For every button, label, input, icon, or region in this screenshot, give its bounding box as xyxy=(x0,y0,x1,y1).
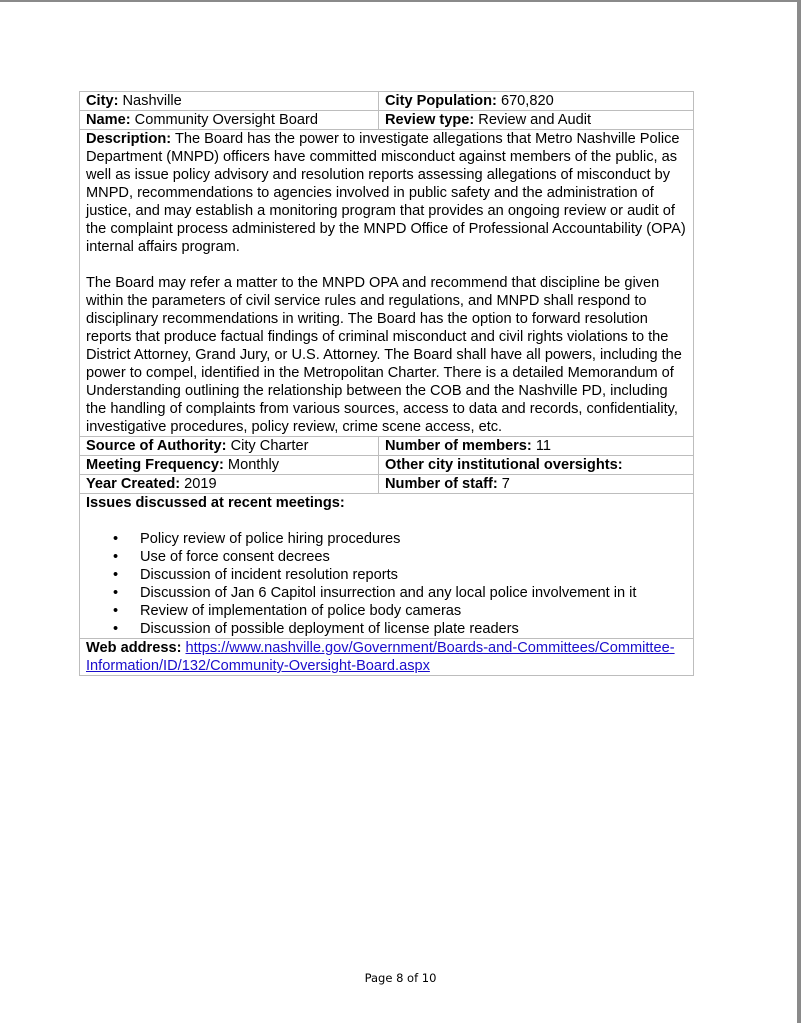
description-text-1: The Board has the power to investigate allegations that Metro Nashville Police Department (MNPD) officers have committed misconduct against members of the public, as well as issue policy advisory and resolution reports assessing allegations of misconduct by MNPD, recommendations to agencies involved in public safety and the administration of justice, and may establish a monitoring program that provides an ongoing review or audit of the complaint process administered by the MNPD Office of Professional Accountability (OPA) internal affairs program. xyxy=(86,131,686,255)
name-value: Community Oversight Board xyxy=(134,112,318,128)
source-of-authority-cell xyxy=(80,437,379,456)
city-value: Nashville xyxy=(122,93,182,109)
page-number: Page 8 of 10 xyxy=(364,971,437,985)
city-cell xyxy=(80,92,379,111)
list-item xyxy=(113,620,687,638)
population-label: City Population: xyxy=(385,93,497,109)
population-cell xyxy=(379,92,694,111)
bullet-icon: • xyxy=(113,621,119,637)
issues-list xyxy=(86,530,687,638)
description-paragraph xyxy=(86,274,687,436)
meeting-frequency-label: Meeting Frequency: xyxy=(86,457,224,473)
list-item xyxy=(113,602,687,620)
meeting-frequency-cell xyxy=(80,456,379,475)
meeting-frequency-value: Monthly xyxy=(227,457,280,473)
population-value: 670,820 xyxy=(500,93,554,109)
list-item xyxy=(113,584,687,602)
description-text-2: The Board may refer a matter to the MNPD OPA and recommend that discipline be given within the parameters of civil service rules and regulations, and MNPD shall respond to disciplinary recommendations in writing. The Board has the option to forward resolution reports that produce factual findings of criminal misconduct and civil rights violations to the District Attorney, Grand Jury, or U.S. Attorney. The Board shall have all powers, including the power to compel, identified in the Metropolitan Charter. There is a detailed Memorandum of Understanding outlining the relationship between the COB and the Nashville PD, including the handling of complaints from various sources, access to data and records, confidentiality, investigative procedures, policy review, crime scene access, etc. xyxy=(86,275,682,435)
description-cell xyxy=(80,130,694,437)
bullet-icon: • xyxy=(113,585,119,601)
table-row xyxy=(80,130,694,437)
bullet-icon: • xyxy=(113,549,119,565)
number-of-members-label: Number of members: xyxy=(385,438,532,454)
list-item-text: Review of implementation of police body cameras xyxy=(140,603,462,619)
number-of-staff-cell xyxy=(379,475,694,494)
issues-label: Issues discussed at recent meetings: xyxy=(86,495,345,511)
review-type-cell xyxy=(379,111,694,130)
source-of-authority-value: City Charter xyxy=(230,438,309,454)
bullet-icon: • xyxy=(113,603,119,619)
list-item xyxy=(113,530,687,548)
table-row xyxy=(80,92,694,111)
source-of-authority-label: Source of Authority: xyxy=(86,438,227,454)
list-item-text: Discussion of Jan 6 Capitol insurrection and any local police involvement in it xyxy=(140,585,637,601)
list-item xyxy=(113,566,687,584)
other-oversights-cell xyxy=(379,456,694,475)
description-label: Description: xyxy=(86,131,172,147)
number-of-staff-value: 7 xyxy=(501,476,510,492)
other-oversights-label: Other city institutional oversights: xyxy=(385,457,623,473)
list-item-text: Use of force consent decrees xyxy=(140,549,330,565)
name-label: Name: xyxy=(86,112,131,128)
table-row xyxy=(80,456,694,475)
table-row xyxy=(80,494,694,639)
table-row xyxy=(80,475,694,494)
oversight-board-table xyxy=(79,91,694,676)
year-created-value: 2019 xyxy=(184,476,217,492)
list-item-text: Discussion of incident resolution reports xyxy=(140,567,398,583)
table-row xyxy=(80,437,694,456)
web-address-label: Web address: xyxy=(86,640,182,656)
year-created-label: Year Created: xyxy=(86,476,181,492)
city-label: City: xyxy=(86,93,119,109)
bullet-icon: • xyxy=(113,531,119,547)
year-created-cell xyxy=(80,475,379,494)
review-type-label: Review type: xyxy=(385,112,475,128)
number-of-members-value: 11 xyxy=(535,438,551,454)
table-row xyxy=(80,111,694,130)
bullet-icon: • xyxy=(113,567,119,583)
review-type-value: Review and Audit xyxy=(478,112,592,128)
list-item-text: Policy review of police hiring procedures xyxy=(140,531,401,547)
number-of-staff-label: Number of staff: xyxy=(385,476,498,492)
list-item xyxy=(113,548,687,566)
description-paragraph xyxy=(86,130,687,256)
list-item-text: Discussion of possible deployment of license plate readers xyxy=(140,621,519,637)
name-cell xyxy=(80,111,379,130)
table-row xyxy=(80,639,694,676)
web-address-cell xyxy=(80,639,694,676)
number-of-members-cell xyxy=(379,437,694,456)
issues-cell xyxy=(80,494,694,639)
web-address-link[interactable]: https://www.nashville.gov/Government/Boards-and-Committees/Committee-Information/ID/132/Community-Oversight-Board.aspx xyxy=(86,640,675,674)
